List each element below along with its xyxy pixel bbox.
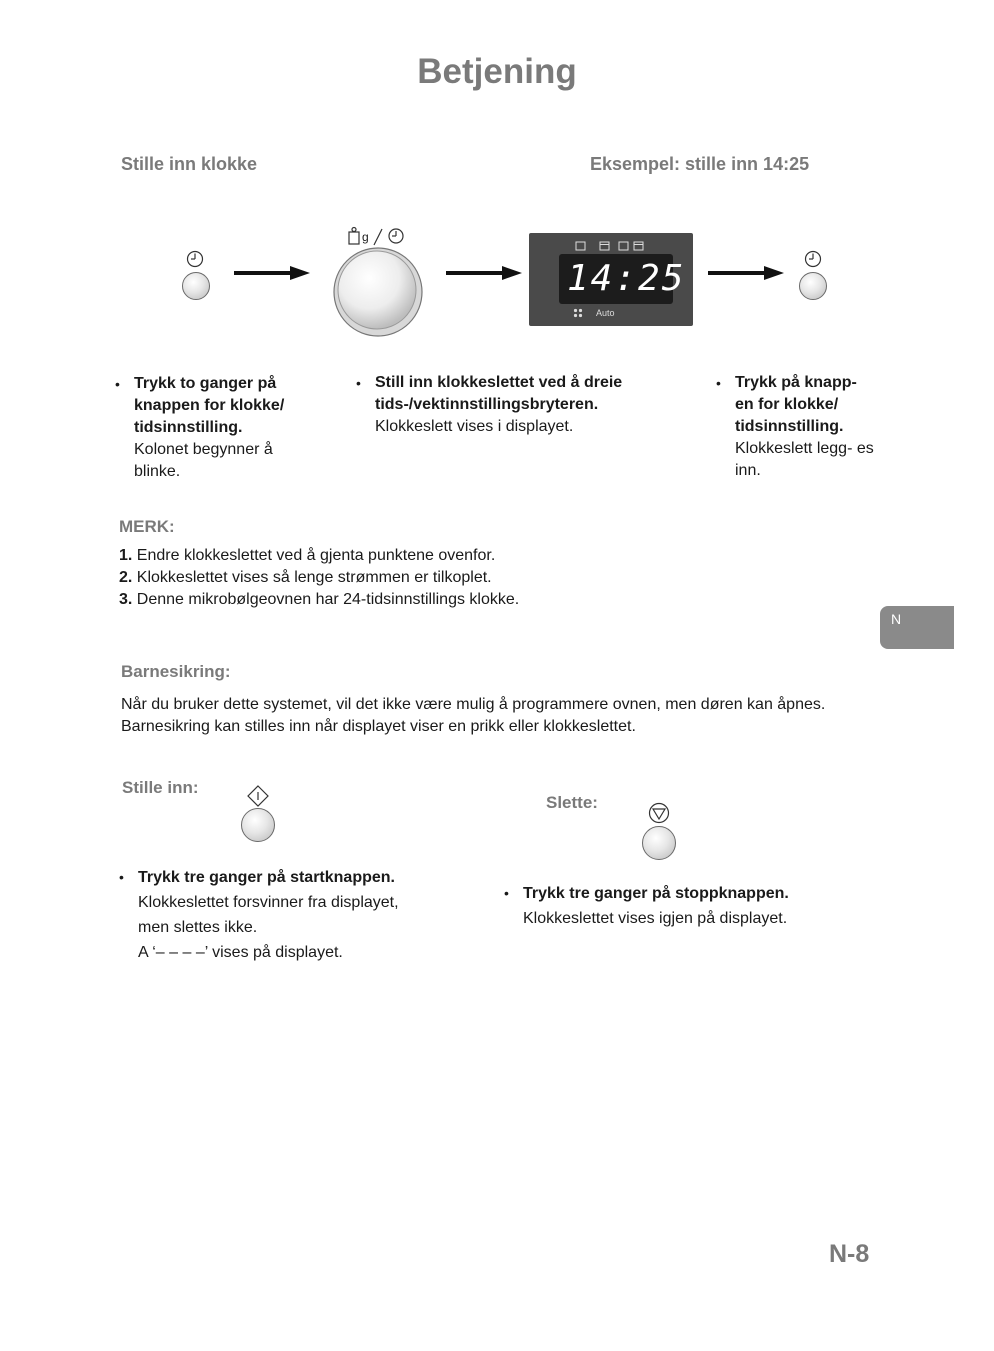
- child-lock-heading: Barnesikring:: [121, 662, 231, 681]
- display-auto-label: Auto: [596, 308, 615, 318]
- bullet: •: [356, 375, 361, 391]
- display-time: 14:25: [567, 258, 686, 299]
- bullet: •: [716, 375, 721, 391]
- weight-time-icon: [346, 225, 406, 247]
- set-bold: Trykk tre ganger på startknappen.: [138, 869, 395, 886]
- set-detail-1: Klokkeslettet forsvinner fra displayet,: [138, 894, 399, 911]
- step-2-bold: Still inn klokkeslettet ved å dreie tids-/vektinnstillingsbryteren.: [375, 374, 623, 413]
- defrost-icon: [573, 308, 583, 318]
- note-text: Endre klokkeslettet ved å gjenta punktene ovenfor.: [136, 547, 496, 564]
- start-icon: [247, 785, 269, 807]
- step-1-text: [115, 373, 314, 483]
- stop-button[interactable]: [642, 826, 676, 860]
- note-item: [119, 545, 819, 567]
- note-item: [119, 589, 819, 611]
- note-number: 1.: [119, 547, 133, 564]
- mode-icons: [575, 240, 645, 252]
- stop-icon: [648, 802, 670, 824]
- time-weight-dial[interactable]: [332, 246, 424, 338]
- oven-display-panel: [529, 233, 693, 326]
- note-text: Klokkeslettet vises så lenge strømmen er tilkoplet.: [136, 569, 492, 586]
- step-1-detail: Kolonet begynner å blinke.: [134, 441, 273, 480]
- note-number: 2.: [119, 569, 133, 586]
- clock-button[interactable]: [799, 272, 827, 300]
- clear-detail: Klokkeslettet vises igjen på displayet.: [523, 910, 788, 927]
- bullet: •: [504, 885, 509, 901]
- clear-bold: Trykk tre ganger på stoppknappen.: [523, 885, 789, 902]
- set-detail-2: men slettes ikke.: [138, 919, 258, 936]
- bullet: •: [115, 376, 120, 392]
- clock-button[interactable]: [182, 272, 210, 300]
- clear-instructions: [504, 881, 863, 931]
- language-tab-label: N: [891, 611, 902, 627]
- clear-heading: Slette:: [546, 793, 598, 812]
- note-heading: MERK:: [119, 517, 175, 536]
- set-detail-3: A ‘– – – –’ vises på displayet.: [138, 944, 343, 961]
- note-number: 3.: [119, 591, 133, 608]
- step-2-detail: Klokkeslett vises i displayet.: [375, 418, 574, 435]
- arrow-right-icon: [446, 264, 522, 282]
- set-heading: Stille inn:: [122, 778, 199, 797]
- language-tab: [880, 606, 954, 649]
- set-instructions: [119, 865, 458, 965]
- step-3-bold: Trykk på knapp- en for klokke/ tidsinnstilling.: [735, 374, 857, 435]
- example-heading: Eksempel: stille inn 14:25: [590, 154, 810, 174]
- page-title: Betjening: [417, 52, 577, 91]
- page-number: N-8: [829, 1240, 870, 1268]
- dial-weight-label: g: [362, 230, 369, 244]
- clock-icon: [186, 250, 204, 268]
- display-screen: [559, 254, 686, 304]
- clock-heading: Stille inn klokke: [121, 154, 258, 174]
- step-2-text: [356, 372, 665, 438]
- note-text: Denne mikrobølgeovnen har 24-tidsinnstillings klokke.: [136, 591, 520, 608]
- arrow-right-icon: [234, 264, 310, 282]
- arrow-right-icon: [708, 264, 784, 282]
- clock-icon: [804, 250, 822, 268]
- note-list: [119, 545, 819, 611]
- step-3-detail: Klokkeslett legg- es inn.: [735, 440, 874, 479]
- step-3-text: [716, 372, 877, 482]
- start-button[interactable]: [241, 808, 275, 842]
- bullet: •: [119, 869, 124, 885]
- child-lock-description: Når du bruker dette systemet, vil det ikke være mulig å programmere ovnen, men døren kan åpnes. Barnesikring kan stilles inn når displayet viser en prikk eller klokkeslettet.: [121, 696, 826, 735]
- note-item: [119, 567, 819, 589]
- step-1-bold: Trykk to ganger på knappen for klokke/ tidsinnstilling.: [134, 375, 285, 436]
